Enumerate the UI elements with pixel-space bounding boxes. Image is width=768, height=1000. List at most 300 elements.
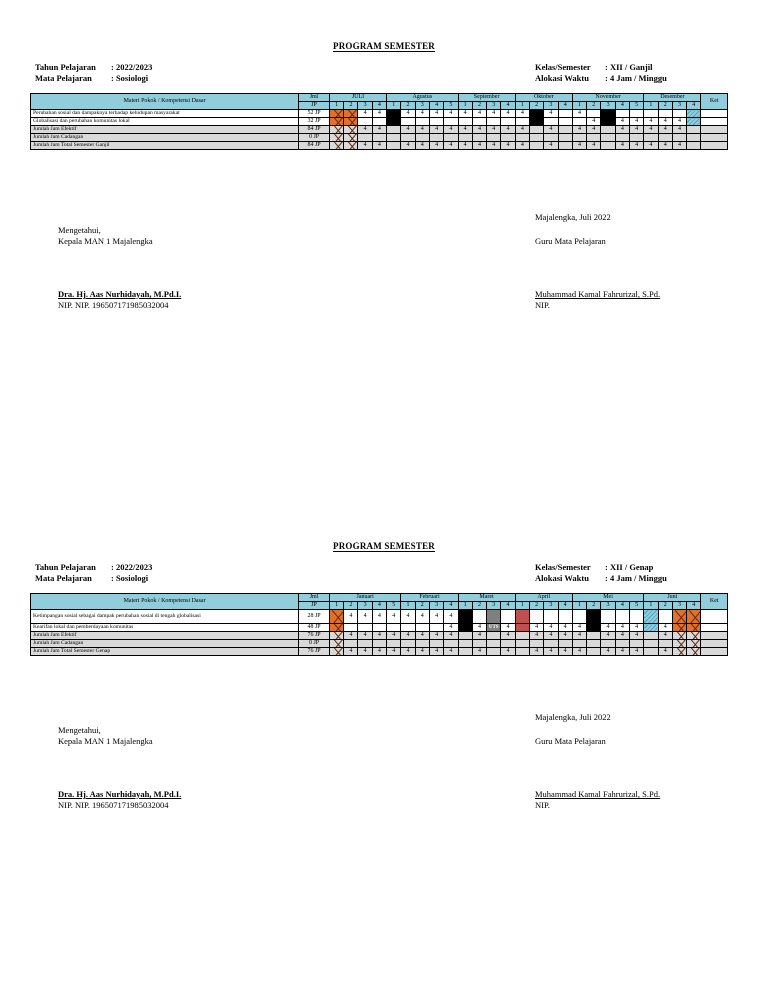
week-cell [644,632,658,640]
week-header: 3 [672,602,686,610]
month-header: Mei [572,594,643,602]
week-cell: 4 [572,648,586,656]
materi-cell: Jumlah Jam Total Semester Genap [31,648,299,656]
week-cell: 4 [630,126,644,134]
month-header: JULI [329,94,386,102]
week-cell: 4 [372,142,386,150]
week-header: 3 [487,602,501,610]
week-cell [630,134,644,142]
header-jml: Jml [299,94,330,102]
week-cell: 4 [501,624,515,632]
week-header: 2 [472,102,486,110]
ket-cell [701,648,728,656]
week-cell [572,134,586,142]
week-cell [544,610,558,624]
week-cell [344,118,358,126]
ket-cell [701,142,728,150]
week-cell: 4 [544,110,558,118]
week-cell: 4 [615,648,629,656]
week-cell: 4 [558,648,572,656]
week-cell [329,110,343,118]
week-cell: 4 [415,142,429,150]
week-header: 4 [501,602,515,610]
week-header: 4 [372,602,386,610]
week-cell [587,110,601,118]
week-cell [472,118,486,126]
jp-cell: 0 JP [299,134,330,142]
week-cell [587,610,601,624]
meta-left: Tahun Pelajaran : 2022/2023 Mata Pelajaran : Sosiologi [35,62,153,83]
header-jp: JP [299,602,330,610]
week-cell [558,610,572,624]
table-row [31,142,728,150]
week-cell: 4 [429,110,443,118]
week-cell: 4 [372,610,386,624]
signature-kepala: Mengetahui, Kepala MAN 1 Majalengka Dra. Hj. Aas Nurhidayah, M.Pd.I. NIP. NIP. 196507171985032004 [58,725,182,810]
week-cell [458,632,472,640]
week-cell: 4 [558,624,572,632]
week-cell: 4 [372,632,386,640]
week-cell [615,110,629,118]
week-cell [572,118,586,126]
week-cell: 4 [587,142,601,150]
week-cell [558,126,572,134]
materi-cell: Jumlah Jam Efektif [31,632,299,640]
materi-cell: Jumlah Jam Total Semester Ganjil [31,142,299,150]
week-cell: 4 [501,126,515,134]
week-cell [401,624,415,632]
week-cell [587,648,601,656]
week-cell [672,648,686,656]
week-cell [629,610,643,624]
table-row [31,648,728,656]
week-cell: 4 [601,648,615,656]
jp-cell: 48 JP [299,624,330,632]
jp-cell: 84 JP [299,126,330,134]
week-header: 3 [358,102,372,110]
week-cell [687,110,701,118]
week-cell [387,640,401,648]
week-cell [387,624,401,632]
week-cell: 4 [358,142,372,150]
month-header: November [572,94,643,102]
week-cell [415,134,429,142]
week-cell [687,648,701,656]
week-cell: 4 [415,126,429,134]
week-cell [329,624,343,632]
week-cell [415,640,429,648]
table-row [31,118,728,126]
month-header: Maret [458,594,515,602]
week-cell: 4 [472,648,486,656]
week-cell: 4 [658,126,672,134]
week-cell: 4 [658,142,672,150]
month-header: Juni [644,594,701,602]
week-header: 3 [487,102,501,110]
week-header: 2 [401,102,415,110]
week-header: 5 [444,102,458,110]
week-cell [344,134,358,142]
week-cell [329,648,343,656]
month-header: Oktober [515,94,572,102]
week-header: 1 [515,102,529,110]
jp-cell: 52 JP [299,110,330,118]
header-ket: Ket [701,594,728,610]
week-cell [629,640,643,648]
week-cell [687,640,701,648]
week-cell: 4 [572,632,586,640]
week-cell: 4 [429,126,443,134]
week-cell [401,134,415,142]
page-title: PROGRAM SEMESTER [333,541,435,551]
week-cell [429,624,443,632]
week-cell: 4 [544,142,558,150]
week-cell: 4 [444,142,458,150]
week-cell: 4 [415,110,429,118]
week-header: 2 [472,602,486,610]
week-cell: 4 [544,126,558,134]
week-cell [458,118,472,126]
ket-cell [701,134,728,142]
week-cell: 4 [429,142,443,150]
week-header: 4 [558,602,572,610]
week-cell [387,134,401,142]
week-cell [687,610,701,624]
header-ket: Ket [701,94,728,110]
week-cell: 4 [587,118,601,126]
table-row [31,632,728,640]
jp-cell: 32 JP [299,118,330,126]
month-header: Desember [644,94,701,102]
meta-right: Kelas/Semester : XII / Genap Alokasi Waktu : 4 Jam / Minggu [535,562,667,583]
week-cell: 4 [415,610,429,624]
week-header: 1 [329,602,343,610]
week-cell: 4 [644,142,658,150]
month-header: Agustus [387,94,458,102]
week-cell [444,134,458,142]
week-cell [529,640,543,648]
jp-cell: 84 JP [299,142,330,150]
week-cell [687,142,701,150]
week-cell [558,118,572,126]
week-cell [401,640,415,648]
week-header: 4 [687,102,701,110]
ket-cell [701,610,728,624]
week-cell: 4 [444,648,458,656]
week-cell [358,640,372,648]
week-header: 1 [644,102,658,110]
meta-left: Tahun Pelajaran : 2022/2023 Mata Pelajaran : Sosiologi [35,562,153,583]
header-jp: JP [299,102,330,110]
week-cell [429,134,443,142]
week-cell [501,640,515,648]
week-cell [344,110,358,118]
week-cell: 4 [529,648,543,656]
week-cell [487,118,501,126]
week-cell [429,640,443,648]
week-cell [529,142,543,150]
week-cell: 4 [444,632,458,640]
week-header: 3 [601,602,615,610]
ket-cell [701,624,728,632]
week-cell [429,118,443,126]
week-cell: 4 [658,648,672,656]
week-cell [458,134,472,142]
month-header: September [458,94,515,102]
week-cell: 4 [658,632,672,640]
week-cell: 4 [401,632,415,640]
week-header: 1 [572,102,586,110]
week-cell: 4 [358,110,372,118]
week-header: 3 [429,602,443,610]
week-cell [329,632,343,640]
week-header: 4 [615,602,629,610]
week-cell: 4 [344,632,358,640]
week-cell: 4 [629,632,643,640]
jp-cell: 76 JP [299,632,330,640]
week-header: 5 [630,102,644,110]
week-cell [615,640,629,648]
week-cell: 4 [387,648,401,656]
week-cell: 4 [601,624,615,632]
week-cell [644,110,658,118]
jp-cell: 0 JP [299,640,330,648]
week-cell: 4 [487,142,501,150]
table-row [31,640,728,648]
week-header: 2 [529,602,543,610]
week-cell: 4 [501,142,515,150]
week-cell: 4 [472,632,486,640]
month-header: April [515,594,572,602]
week-cell: 4 [372,110,386,118]
week-cell [344,624,358,632]
week-cell [672,624,686,632]
week-cell [672,110,686,118]
week-cell [572,610,586,624]
week-cell [515,632,529,640]
week-cell: 4 [501,648,515,656]
week-cell [529,134,543,142]
week-header: 2 [658,102,672,110]
week-header: 1 [515,602,529,610]
week-cell: 4 [630,118,644,126]
week-cell [329,126,343,134]
week-cell: 4 [558,632,572,640]
week-cell: 4 [615,632,629,640]
week-cell [515,648,529,656]
table-row [31,610,728,624]
week-cell: 4 [372,648,386,656]
week-header: 5 [387,602,401,610]
week-header: 1 [387,102,401,110]
week-cell [672,610,686,624]
week-cell [487,134,501,142]
week-cell: 4 [401,610,415,624]
signature-guru: Majalengka, Juli 2022 Guru Mata Pelajaran Muhammad Kamal Fahrurizal, S.Pd. NIP. [535,712,661,810]
week-cell [687,134,701,142]
week-cell [458,624,472,632]
week-cell: 4 [387,610,401,624]
week-cell [401,118,415,126]
month-header: Februari [401,594,458,602]
week-cell [601,610,615,624]
week-cell [329,610,343,624]
jp-cell: 28 JP [299,610,330,624]
week-cell: 4 [458,110,472,118]
week-cell: 4 [515,126,529,134]
week-cell [415,624,429,632]
week-cell [687,624,701,632]
week-cell: 4 [458,126,472,134]
header-materi: Materi Pokok / Kompetensi Dasar [31,594,299,610]
week-cell [558,142,572,150]
week-cell: 4 [444,610,458,624]
week-cell [672,632,686,640]
week-cell: 4 [587,126,601,134]
week-header: 1 [329,102,343,110]
week-cell [672,134,686,142]
week-cell: 4 [472,126,486,134]
week-cell: 4 [615,126,629,134]
page-title: PROGRAM SEMESTER [333,41,435,51]
week-cell: 4 [472,142,486,150]
week-cell [687,118,701,126]
week-cell: 4 [515,110,529,118]
week-cell [444,640,458,648]
week-cell [472,610,486,624]
week-cell: 4 [401,648,415,656]
week-header: 3 [672,102,686,110]
week-cell: 4 [572,126,586,134]
week-cell: 4 [644,118,658,126]
materi-cell: Jumlah Jam Efektif [31,126,299,134]
week-cell: 4 [358,126,372,134]
materi-cell: Jumlah Jam Cadangan [31,134,299,142]
month-header: Januari [329,594,400,602]
week-cell: 4 [429,648,443,656]
week-header: 4 [372,102,386,110]
week-cell [458,648,472,656]
week-cell [487,632,501,640]
week-cell: 4 [401,126,415,134]
week-cell [344,640,358,648]
week-header: 4 [444,602,458,610]
week-cell: 4 [458,142,472,150]
week-cell: 4 [472,110,486,118]
week-cell [529,610,543,624]
week-cell [644,134,658,142]
week-cell: 4 [544,624,558,632]
week-cell: 4 [444,126,458,134]
table-row [31,126,728,134]
week-header: 4 [687,602,701,610]
week-cell: 4 [672,126,686,134]
week-cell [372,134,386,142]
week-cell [501,134,515,142]
week-header: 4 [615,102,629,110]
week-cell [529,118,543,126]
week-cell [458,610,472,624]
week-cell: 4 [672,142,686,150]
week-cell [601,126,615,134]
week-cell: 4 [629,648,643,656]
week-cell: 4 [429,632,443,640]
materi-cell: Globalisasi dan perubahan komunitas lokal [31,118,299,126]
week-cell: 4 [415,648,429,656]
week-cell: 4 [629,624,643,632]
week-cell [687,126,701,134]
week-cell [544,640,558,648]
week-cell [601,134,615,142]
week-cell: 4 [658,118,672,126]
week-cell: 4 [615,142,629,150]
table-row [31,134,728,142]
table-row [31,110,728,118]
week-cell [615,610,629,624]
week-cell: 4 [487,126,501,134]
ket-cell [701,126,728,134]
week-cell: 4 [344,648,358,656]
week-cell: 4 [358,648,372,656]
week-cell [615,134,629,142]
week-cell [544,118,558,126]
week-cell [558,110,572,118]
materi-cell: Ketimpangan sosial sebagai dampak perubahan sosial di tengah globalisasi [31,610,299,624]
header-jml: Jml [299,594,330,602]
week-cell [358,134,372,142]
table-row [31,624,728,632]
week-cell [687,632,701,640]
week-cell [387,110,401,118]
week-cell [487,640,501,648]
week-cell [472,134,486,142]
week-cell [515,624,529,632]
ket-cell [701,118,728,126]
week-cell: 4 [401,142,415,150]
week-cell [658,110,672,118]
week-header: 1 [644,602,658,610]
week-header: 2 [344,602,358,610]
week-cell: 4 [529,624,543,632]
program-semester-table [30,593,728,656]
week-cell [644,624,658,632]
week-cell: 4 [415,632,429,640]
week-cell [444,118,458,126]
week-cell [415,118,429,126]
week-cell: 4 [487,110,501,118]
week-header: 4 [501,102,515,110]
week-cell: 4 [615,118,629,126]
week-header: 2 [587,102,601,110]
week-cell [515,640,529,648]
week-cell: 4 [387,632,401,640]
meta-right: Kelas/Semester : XII / Ganjil Alokasi Waktu : 4 Jam / Minggu [535,62,667,83]
week-cell [387,118,401,126]
week-cell [515,118,529,126]
week-cell: 4 [444,624,458,632]
week-cell [372,118,386,126]
signature-kepala: Mengetahui, Kepala MAN 1 Majalengka Dra. Hj. Aas Nurhidayah, M.Pd.I. NIP. NIP. 196507171985032004 [58,225,182,310]
week-cell: 4 [401,110,415,118]
week-cell: 4 [472,624,486,632]
week-header: 4 [429,102,443,110]
jp-cell: 76 JP [299,648,330,656]
week-cell: 4 [429,610,443,624]
week-cell [329,142,343,150]
week-cell: 4 [644,126,658,134]
week-cell [501,118,515,126]
ket-cell [701,632,728,640]
